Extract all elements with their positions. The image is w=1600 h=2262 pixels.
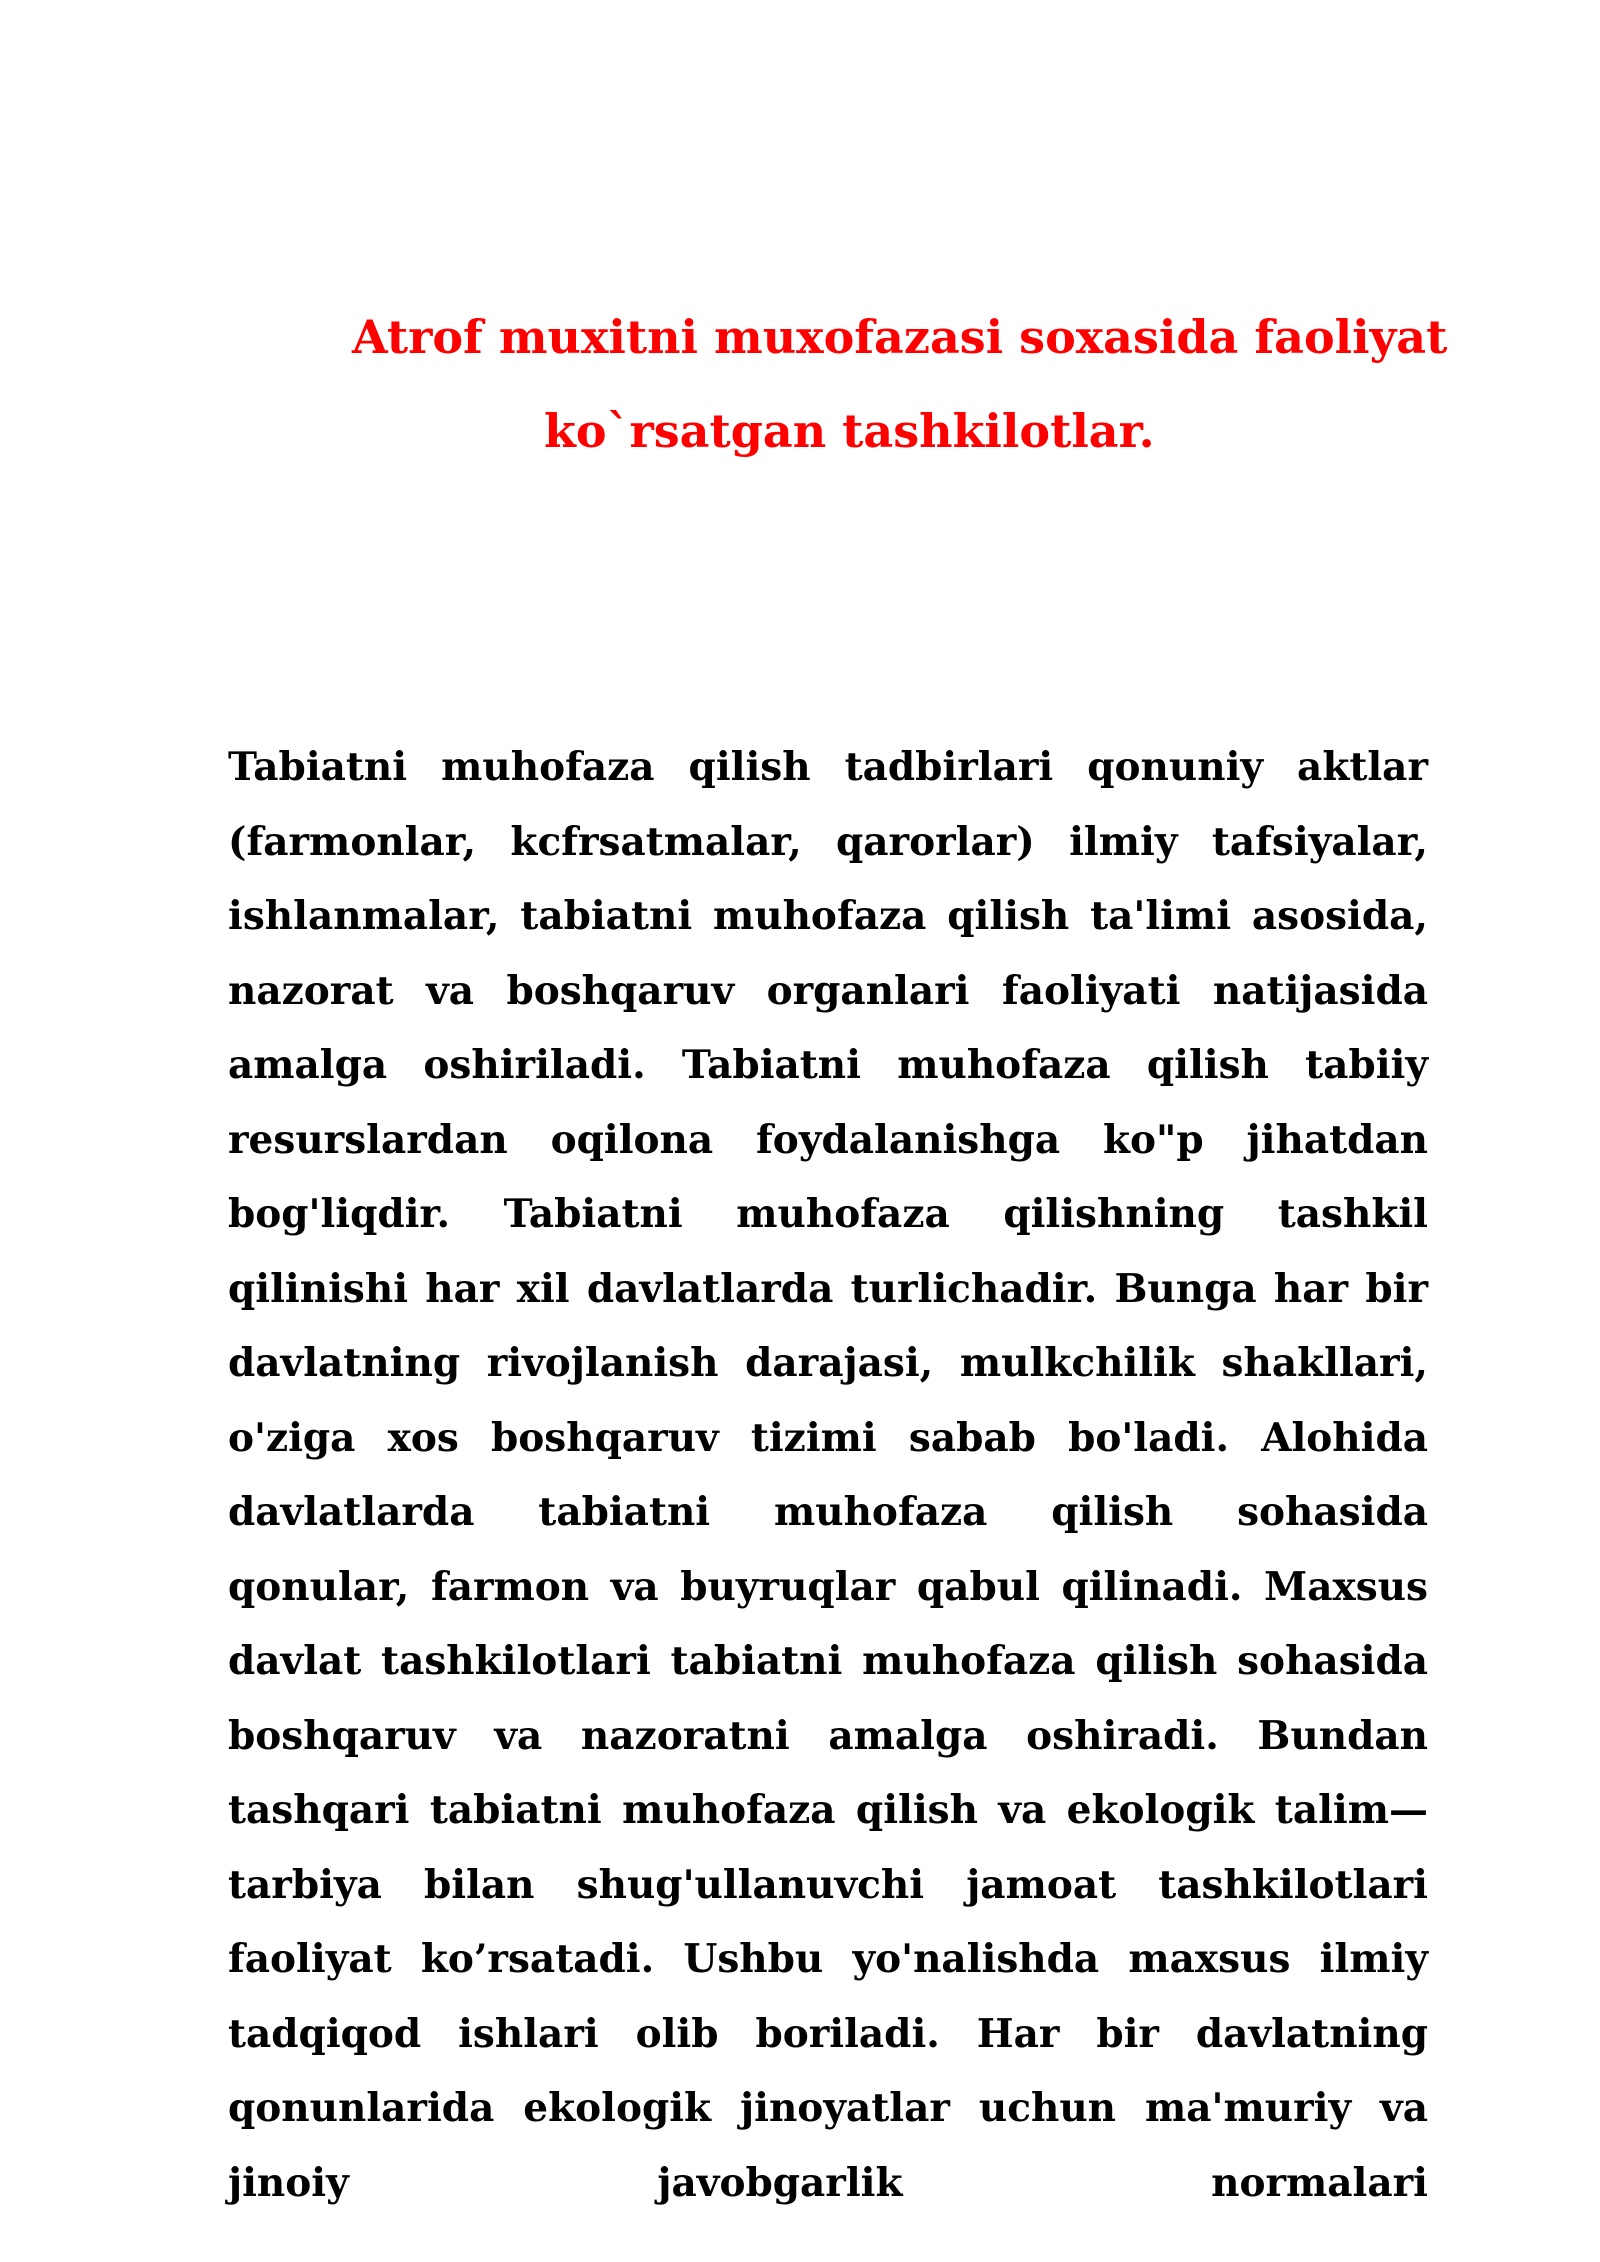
title-line-1: Atrof muxitni muxofazasi soxasida faoliyat: [352, 310, 1448, 364]
page-title: [228, 290, 1448, 478]
title-line-2: ko`rsatgan tashkilotlar.: [544, 404, 1155, 458]
body-paragraph: Tabiatni muhofaza qilish tadbirlari qonuniy aktlar (farmonlar, kcfrsatmalar, qarorlar) ilmiy tafsiyalar, ishlanmalar, tabiatni muhofaza qilish ta'limi asosida, nazorat va boshqaruv organlari faoliyati natijasida amalga oshiriladi. Tabiatni muhofaza qilish tabiiy resurslardan oqilona foydalanishga ko"p jihatdan bog'liqdir. Tabiatni muhofaza qilishning tashkil qilinishi har xil davlatlarda turlichadir. Bunga har bir davlatning rivojlanish darajasi, mulkchilik shakllari, o'ziga xos boshqaruv tizimi sabab bo'ladi. Alohida davlatlarda tabiatni muhofaza qilish sohasida qonular, farmon va buyruqlar qabul qilinadi. Maxsus davlat tashkilotlari tabiatni muhofaza qilish sohasida boshqaruv va nazoratni amalga oshiradi. Bundan tashqari tabiatni muhofaza qilish va ekologik talim— tarbiya bilan shug'ullanuvchi jamoat tashkilotlari faoliyat ko’rsatadi. Ushbu yo'nalishda maxsus ilmiy tadqiqod ishlari olib boriladi. Har bir davlatning qonunlarida ekologik jinoyatlar uchun ma'muriy va jinoiy javobgarlik normalari: [228, 744, 1428, 2206]
